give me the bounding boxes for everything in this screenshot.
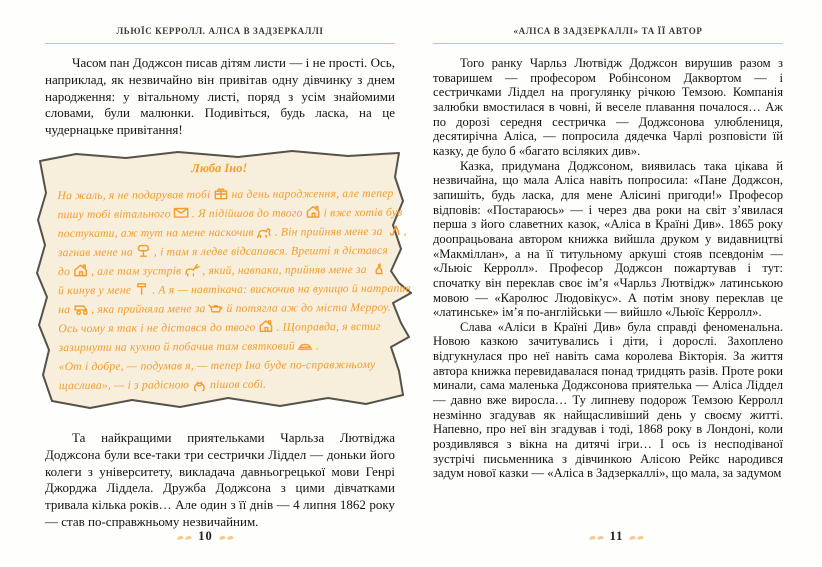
letter-text: й кинув у мене [58, 283, 132, 298]
letter-text: , і там я ледве відсапався. Врешті я дістався [153, 243, 388, 259]
left-bottom-paragraph: Та найкращими приятельками Чарльза Лютвіджа Доджсона були все-таки три сестрички Ліддел — доньки його колеги з університету, викладача давньогрецької мови Генрі Джорджа Ліддела. Дружба Доджсона з цими дівчатками тривала кілька років… Але один з її днів — 4 липня 1862 року — став по-справжньому незвичайним. [45, 429, 395, 529]
letter-line [58, 279, 411, 300]
letter-line [58, 260, 382, 281]
letter-text: зазирнути на кухню й побачив там святковий [58, 339, 295, 355]
dog-icon [256, 223, 273, 239]
cat-icon [385, 222, 402, 238]
page-number: 11 [609, 529, 624, 543]
right-page-footer [411, 529, 822, 545]
left-top-paragraph: Часом пан Доджсон писав дітям листи — і не прості. Ось, наприклад, як незвичайно він привітав одну дівчинку з днем народження: у вітальному листі, поряд з усім знайомими словами, були малюнки. Подивіться, будь ласка, на це чудернацьке привітання! [45, 55, 395, 138]
letter-text: На жаль, я не подарував тобі [57, 188, 211, 203]
left-page-footer [0, 529, 411, 545]
letter-figure [30, 145, 412, 417]
smiling-face-icon [191, 375, 208, 391]
letter-line [57, 241, 388, 262]
letter-line [58, 317, 382, 338]
letter-text: пішов собі. [210, 377, 267, 392]
right-page [411, 0, 822, 567]
letter-line [58, 336, 382, 357]
tree-icon [135, 242, 152, 258]
page-number: 10 [198, 529, 213, 543]
house-icon [72, 262, 89, 278]
donkey-icon [183, 261, 200, 277]
letter-text: . А я — навтікача: вискочив на вулицю й натрапив [152, 281, 411, 297]
letter-text: , який, навпаки, прийняв мене за [202, 262, 367, 278]
hammer-icon [133, 280, 150, 296]
letter-salutation: Люба Іно! [191, 160, 248, 176]
letter-text: . [315, 339, 320, 353]
letter-text: на день народження, але тепер [231, 186, 394, 201]
letter-line [59, 355, 383, 376]
letter-text: , яка прийняла мене за [91, 302, 206, 316]
letter-text: . Я підійшов до твого [191, 206, 303, 221]
footer-ornament-icon [218, 530, 235, 545]
house-icon [257, 318, 274, 334]
envelope-icon [173, 204, 190, 220]
carriage-icon [72, 300, 89, 316]
letter-text: , [403, 224, 407, 238]
letter-text: Ось чому я так і не дістався до твого [58, 320, 256, 336]
letter-text: і вже хотів був [323, 205, 403, 220]
letter-body [29, 144, 413, 396]
letter-line [59, 374, 383, 395]
footer-ornament-icon [176, 530, 193, 545]
letter-line [57, 222, 407, 243]
kettle-icon [207, 299, 224, 315]
letter-text: постукати, аж тут на мене наскочив [57, 225, 254, 241]
right-paragraph: Слава «Аліси в Країні Див» була справді феноменальна. Новою казкою зачитувались і діти, і дорослі. Захоплено відгукнулася про неї навіть сама королева Вікторія. За життя автора книжка перевидавалася понад тридцять разів. Проте роки минали, сама маленька Доджсонова приятелька — Аліса Ліддел — давно вже виросла… Ту липневу подорож Темзою Керролл незмінно згадував як найщасливіший день у своєму житті. Напевно, про неї він згадував і тоді, 1868 року в Лондоні, коли роздивлявся з вікна на дитячі ігри… І ось із несподіваної зустрічі письменника з дівчинкою Алісою Рейкс народився задум нової казки — «Аліса в Задзеркаллі», що мала, за задумом [433, 319, 783, 481]
hare-icon [369, 260, 386, 276]
letter-line [57, 203, 403, 224]
letter-text: й потягла аж до міста Мерроу. [226, 300, 391, 315]
letter-text: , але там зустрів [91, 264, 182, 278]
house-icon [304, 203, 321, 219]
letter-text: до [57, 265, 71, 279]
running-head-left: ЛЬЮЇС КЕРРОЛЛ. АЛІСА В ЗАДЗЕРКАЛЛІ [45, 26, 395, 44]
letter-text: щаслива», — і з радісною [58, 378, 190, 393]
letter-text: на [58, 303, 71, 317]
right-paragraph: Того ранку Чарльз Лютвідж Доджсон вирушив разом з товаришем — професором Робінсоном Даквортом — і сестричками Ліддел на прогулянку річкою Темзою. Компанія залюбки вмостилася в човні, й веселе плавання почалося… Аж по дорозі середня сестричка — Доджсонова улюблениця, десятирічна Аліса, — попросила дядечка Чарлі розповісти їй казку, де було б «багато всіляких див». [433, 56, 783, 158]
letter-line [57, 184, 394, 205]
footer-ornament-icon [588, 530, 605, 545]
footer-ornament-icon [628, 530, 645, 545]
letter-text: «От і добре, — подумав я, — тепер Іна буде по-справжньому [58, 357, 376, 374]
letter-text: загнав мене на [57, 245, 133, 260]
running-head-right: «АЛІСА В ЗАДЗЕРКАЛЛІ» ТА ЇЇ АВТОР [433, 26, 783, 44]
letter-line [58, 298, 391, 319]
gift-icon [212, 185, 229, 201]
letter-text: . Щоправда, я встиг [276, 319, 381, 334]
letter-text: . Він прийняв мене за [274, 224, 383, 239]
letter-text: пишу тобі вітального [57, 207, 171, 222]
pie-icon [297, 336, 314, 352]
right-paragraph: Казка, придумана Доджсоном, виявилась така цікава й незвичайна, що мала Аліса навіть попросила: «Пане Доджсон, запишіть, будь ласка, для мене Алісині пригоди!» Професор відповів: «Постараюсь» — і через два роки на світ з’явилася перша з його славетних казок, «Аліса в Країні Див». 1865 року доопрацьована автором книжка вийшла друком у видавництві «Макміллан», а на її титульному аркуші стояв псевдонім — «Льюіс Керролл». Професор Доджсон пожартував і тут: спочатку він переклав своє ім’я «Чарльз Лютвідж» латинською мовою — «Каролюс Людовікус». А потім знову переклав це «латинське» ім’я по-англійськи — вийшло «Льюїс Керролл». [433, 158, 783, 320]
